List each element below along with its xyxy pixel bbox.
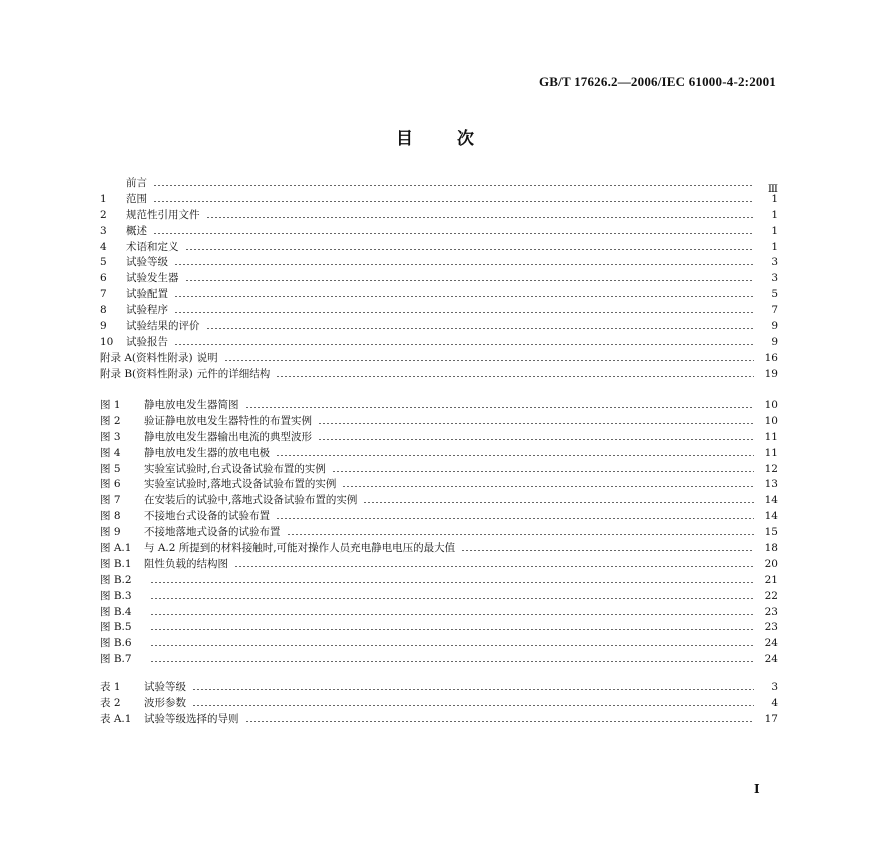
toc-entry-text: 试验等级选择的导则 [144, 712, 239, 725]
toc-entry-number: 图 A.1 [100, 542, 132, 555]
toc-entry-number: 5 [100, 256, 107, 269]
toc-entry-page: 18 [764, 542, 778, 555]
page-number: Ⅰ [754, 782, 760, 796]
toc-entry-number: 图 3 [100, 430, 121, 443]
dot-leader [276, 518, 754, 519]
toc-entry-page: 20 [764, 557, 778, 570]
dot-leader [150, 614, 754, 615]
toc-entry-label [100, 652, 144, 668]
toc-entry[interactable] [100, 605, 780, 621]
dot-leader [276, 455, 754, 456]
toc-entry-number: 图 8 [100, 510, 121, 523]
dot-leader [234, 566, 754, 567]
toc-entry[interactable] [100, 335, 780, 351]
toc-entry-text: 静电放电发生器简图 [144, 399, 239, 411]
toc-entry[interactable] [100, 240, 780, 256]
toc-entry-label [100, 525, 281, 541]
toc-entry-label [100, 176, 147, 192]
dot-leader [174, 344, 754, 345]
toc-figures [100, 398, 780, 668]
toc-entry-number: 2 [100, 208, 107, 221]
toc-entry-label [100, 367, 270, 383]
dot-leader [363, 502, 754, 503]
toc-entry-text: 元件的详细结构 [196, 367, 271, 380]
toc-entry[interactable] [100, 541, 780, 557]
toc-entry-number [100, 176, 126, 192]
toc-entry[interactable] [100, 255, 780, 271]
toc-entry-number: 图 B.2 [100, 573, 132, 586]
toc-entry-page: 14 [764, 510, 778, 523]
toc-entry-label [100, 557, 228, 573]
toc-entry-number: 图 1 [100, 399, 121, 411]
toc-entry-page: 3 [771, 272, 778, 285]
toc-entry-label [100, 696, 186, 712]
toc-entry[interactable] [100, 208, 780, 224]
dot-leader [174, 296, 754, 297]
toc-entry-number: 3 [100, 224, 107, 237]
dot-leader [153, 233, 754, 234]
toc-entry-page: Ⅲ [767, 182, 778, 195]
toc-entry-number: 图 B.4 [100, 605, 132, 618]
toc-entry-number: 表 A.1 [100, 712, 132, 725]
toc-entry-text: 在安装后的试验中,落地式设备试验布置的实例 [144, 494, 358, 507]
toc-entry-page: 23 [764, 605, 778, 618]
toc-entry-number: 图 7 [100, 494, 121, 507]
toc-entry-text: 试验发生器 [126, 272, 179, 285]
toc-entry-number: 图 B.3 [100, 589, 132, 602]
toc-entry-number: 7 [100, 288, 107, 301]
toc-entry-text: 概述 [126, 224, 147, 237]
toc-entry-page: 3 [771, 256, 778, 269]
toc-entry-page: 5 [771, 288, 778, 301]
toc-entry[interactable] [100, 351, 780, 367]
dot-leader [224, 360, 754, 361]
toc-entry-number: 6 [100, 272, 107, 285]
toc-entry[interactable] [100, 509, 780, 525]
toc-entry-label [100, 573, 144, 589]
toc-entry-page: 19 [764, 367, 778, 380]
dot-leader [206, 328, 755, 329]
toc-entry-text: 术语和定义 [126, 240, 179, 253]
toc-entry-label [100, 351, 218, 367]
toc-entry-label [100, 636, 144, 652]
toc-entry-text: 与 A.2 所提到的材料接触时,可能对操作人员充电静电电压的最大值 [144, 542, 456, 555]
toc-entry-page: 10 [764, 399, 778, 411]
toc-entry-number: 图 B.5 [100, 621, 132, 634]
toc-entry-label [100, 287, 168, 303]
dot-leader [150, 582, 754, 583]
toc-entry-page: 4 [771, 696, 778, 709]
dot-leader [287, 534, 755, 535]
toc-entry-number: 10 [100, 335, 114, 348]
toc-entry[interactable] [100, 446, 780, 462]
toc-entry-page: 11 [764, 430, 778, 443]
toc-entry[interactable] [100, 224, 780, 240]
toc-entry-label [100, 680, 186, 696]
toc-entry-number: 附录 B(资料性附录) [100, 367, 193, 380]
toc-entry-number: 图 5 [100, 462, 121, 475]
toc-entry-page: 7 [771, 304, 778, 317]
toc-entry-page: 9 [771, 320, 778, 333]
toc-entry[interactable] [100, 367, 780, 383]
toc-entry-label [100, 446, 270, 462]
toc-entry-text: 不接地台式设备的试验布置 [144, 510, 270, 523]
dot-leader [192, 705, 754, 706]
toc-entry-label [100, 712, 239, 728]
toc-entry-label [100, 398, 239, 414]
dot-leader [174, 264, 754, 265]
dot-leader [318, 439, 754, 440]
toc-entry-text: 范围 [126, 192, 147, 205]
dot-leader [206, 217, 755, 218]
toc-entry-page: 21 [764, 573, 778, 586]
toc-entry-page: 24 [764, 653, 778, 666]
toc-entry[interactable] [100, 414, 780, 430]
toc-entry-label [100, 303, 168, 319]
toc-entry[interactable] [100, 557, 780, 573]
toc-entry-text: 静电放电发生器的放电电极 [144, 446, 270, 459]
toc-entry-page: 22 [764, 589, 778, 602]
toc-entry-page: 14 [764, 494, 778, 507]
dot-leader [245, 407, 755, 408]
toc-entry[interactable] [100, 176, 780, 195]
toc-entry-label [100, 493, 357, 509]
toc-entry-text: 实验室试验时,台式设备试验布置的实例 [144, 462, 326, 475]
dot-leader [153, 201, 754, 202]
toc-entry-label [100, 224, 147, 240]
toc-entry-page: 10 [764, 414, 778, 427]
toc-entry-label [100, 620, 144, 636]
toc-entry[interactable] [100, 525, 780, 541]
toc-entry-text: 试验等级 [126, 256, 168, 269]
toc-entry-page: 3 [771, 681, 778, 693]
toc-entry-label [100, 589, 144, 605]
dot-leader [461, 550, 754, 551]
dot-leader [245, 721, 755, 722]
toc-entry-number: 表 1 [100, 681, 121, 693]
toc-entry-number: 图 4 [100, 446, 121, 459]
toc-entry[interactable] [100, 680, 780, 696]
dot-leader [174, 312, 754, 313]
toc-entry-text: 静电放电发生器输出电流的典型波形 [144, 430, 312, 443]
toc-entry-label [100, 462, 326, 478]
toc-entry-label [100, 271, 179, 287]
dot-leader [185, 249, 755, 250]
toc-entry-page: 24 [764, 637, 778, 650]
toc-entry-number: 图 B.1 [100, 557, 132, 570]
toc-entry[interactable] [100, 192, 780, 208]
toc-entry[interactable] [100, 620, 780, 636]
dot-leader [150, 629, 754, 630]
toc-entry[interactable] [100, 303, 780, 319]
toc-entry[interactable] [100, 696, 780, 712]
toc-entry-text: 波形参数 [144, 696, 186, 709]
dot-leader [150, 661, 754, 662]
toc-entry-text: 实验室试验时,落地式设备试验布置的实例 [144, 478, 337, 491]
toc-entry-label [100, 477, 336, 493]
toc-entry-number: 图 6 [100, 478, 121, 491]
toc-entry[interactable] [100, 636, 780, 652]
toc-entry-text: 试验结果的评价 [126, 320, 200, 333]
toc-entry-text: 规范性引用文件 [126, 208, 200, 221]
toc-entry-page: 9 [771, 335, 778, 348]
toc-entry-page: 13 [764, 478, 778, 491]
toc-entry-number: 4 [100, 240, 107, 253]
toc-entry-text: 试验程序 [126, 304, 168, 317]
toc-entry-label [100, 208, 200, 224]
toc-entry[interactable] [100, 712, 780, 728]
dot-leader [332, 471, 754, 472]
toc-entry[interactable] [100, 652, 780, 668]
dot-leader [185, 280, 755, 281]
toc-entry-number: 附录 A(资料性附录) [100, 351, 193, 364]
toc-entry-text: 试验配置 [126, 288, 168, 301]
toc-entry-page: 15 [764, 526, 778, 539]
dot-leader [342, 486, 754, 487]
toc-entry-text: 前言 [126, 177, 147, 189]
toc-entry-page: 16 [764, 351, 778, 364]
toc-entry-page: 17 [764, 712, 778, 725]
dot-leader [276, 376, 754, 377]
toc-entry-label [100, 335, 168, 351]
toc-entry-number: 图 2 [100, 414, 121, 427]
toc-entry-label [100, 319, 200, 335]
toc-entry[interactable] [100, 573, 780, 589]
toc-entry[interactable] [100, 398, 780, 414]
toc-entry-label [100, 414, 312, 430]
toc-entry-label [100, 541, 455, 557]
toc-entry-label [100, 240, 179, 256]
toc-entry-page: 1 [771, 192, 778, 205]
toc-entry[interactable] [100, 477, 780, 493]
toc-entry-text: 试验报告 [126, 335, 168, 348]
toc-entry-label [100, 605, 144, 621]
toc-entry-number: 8 [100, 304, 107, 317]
toc-entry-number: 图 9 [100, 526, 121, 539]
toc-chapters [100, 176, 780, 383]
toc-entry[interactable] [100, 493, 780, 509]
dot-leader [153, 185, 754, 186]
standard-code: GB/T 17626.2—2006/IEC 61000-4-2:2001 [539, 74, 776, 89]
page-title: 目次 [396, 129, 518, 149]
toc-entry-page: 12 [764, 462, 778, 475]
toc-entry[interactable] [100, 462, 780, 478]
toc-entry-text: 验证静电放电发生器特性的布置实例 [144, 414, 312, 427]
toc-entry[interactable] [100, 430, 780, 446]
toc-entry-page: 11 [764, 446, 778, 459]
toc-entry-text: 说明 [196, 351, 218, 364]
toc-entry[interactable] [100, 287, 780, 303]
toc-entry-page: 1 [771, 208, 778, 221]
toc-tables [100, 680, 780, 728]
toc-entry-text: 阻性负载的结构图 [144, 557, 228, 570]
toc-entry-text: 不接地落地式设备的试验布置 [144, 526, 281, 539]
toc-entry[interactable] [100, 271, 780, 287]
toc-entry-number: 1 [100, 192, 107, 205]
toc-entry-number: 图 B.6 [100, 637, 132, 650]
toc-entry-label [100, 509, 270, 525]
dot-leader [318, 423, 754, 424]
toc-entry-label [100, 430, 312, 446]
toc-entry-number: 9 [100, 320, 107, 333]
dot-leader [150, 645, 754, 646]
toc-entry-number: 表 2 [100, 696, 121, 709]
toc-entry-label [100, 192, 147, 208]
dot-leader [192, 689, 754, 690]
toc-entry-text: 试验等级 [144, 681, 186, 693]
toc-entry-page: 23 [764, 621, 778, 634]
toc-entry-page: 1 [771, 224, 778, 237]
toc-entry-label [100, 255, 168, 271]
dot-leader [150, 598, 754, 599]
toc-entry[interactable] [100, 319, 780, 335]
toc-entry-number: 图 B.7 [100, 653, 132, 666]
toc-entry-page: 1 [771, 240, 778, 253]
toc-entry[interactable] [100, 589, 780, 605]
